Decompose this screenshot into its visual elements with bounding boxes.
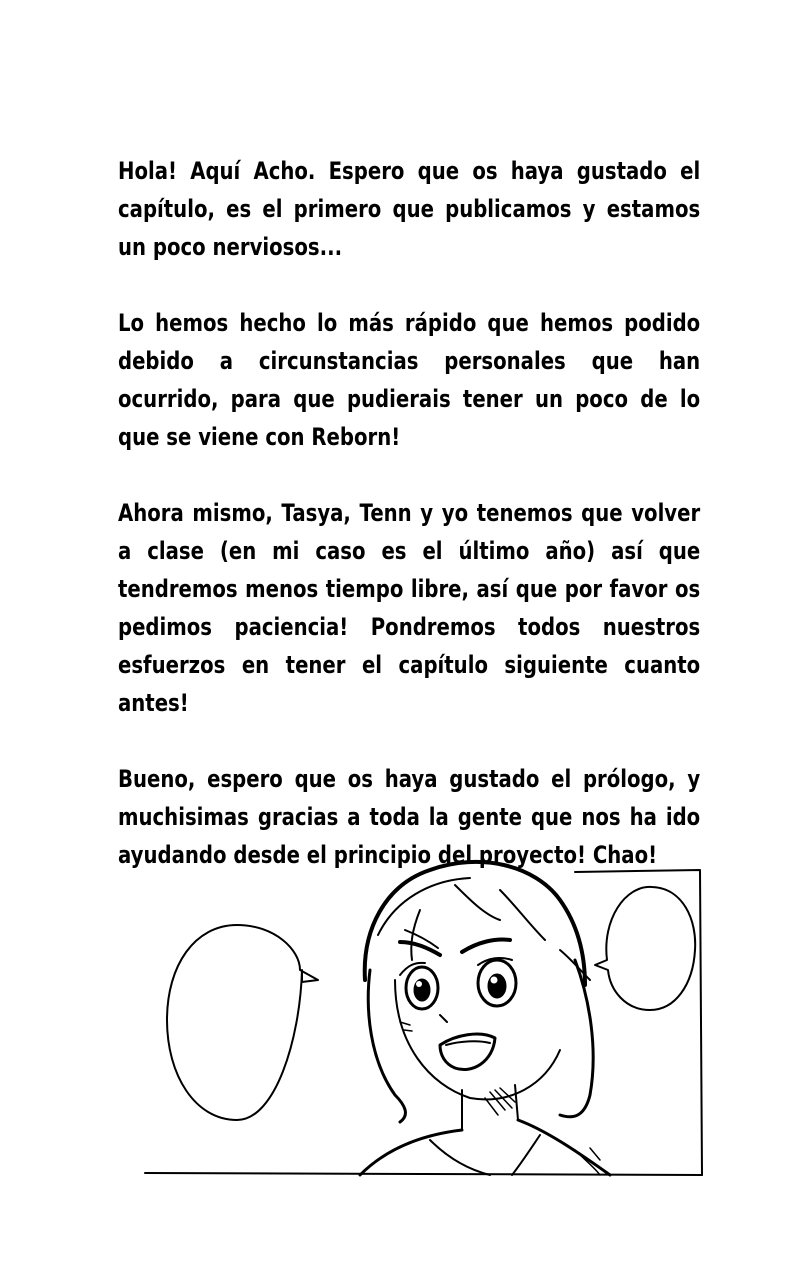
sketch-illustration <box>0 830 800 1190</box>
shoulders <box>360 1120 610 1175</box>
hair-right-side <box>560 960 593 1117</box>
speech-bubble-left <box>167 925 318 1120</box>
authors-note <box>118 152 700 912</box>
ground-line <box>145 1173 702 1175</box>
right-eyebrow <box>462 940 510 953</box>
collar <box>430 1135 540 1175</box>
note-paragraph-4: Bueno, espero que os haya gustado el prólogo, y muchisimas gracias a toda la gente que nos ha ido ayudando desde el principio del proyecto! Chao! <box>118 765 701 869</box>
note-paragraph-2: Lo hemos hecho lo más rápido que hemos podido debido a circunstancias personales que han ocurrido, para que pudierais tener un poco de lo que se viene con Reborn! <box>118 309 701 451</box>
mouth <box>440 1034 495 1069</box>
speech-bubble-right <box>595 887 695 1010</box>
hair-left-side <box>368 970 405 1122</box>
note-paragraph-1: Hola! Aquí Acho. Espero que os haya gustado el capítulo, es el primero que publicamos y estamos un poco nerviosos... <box>118 157 701 261</box>
note-paragraph-3: Ahora mismo, Tasya, Tenn y yo tenemos que volver a clase (en mi caso es el último año) así que tendremos menos tiempo libre, así que por favor os pedimos paciencia! Pondremos todos nuestros esfuerzos en tener el capítulo siguiente cuanto antes! <box>118 499 701 717</box>
panel-frame <box>575 870 702 1175</box>
hair <box>365 862 585 985</box>
nose <box>440 1015 447 1022</box>
